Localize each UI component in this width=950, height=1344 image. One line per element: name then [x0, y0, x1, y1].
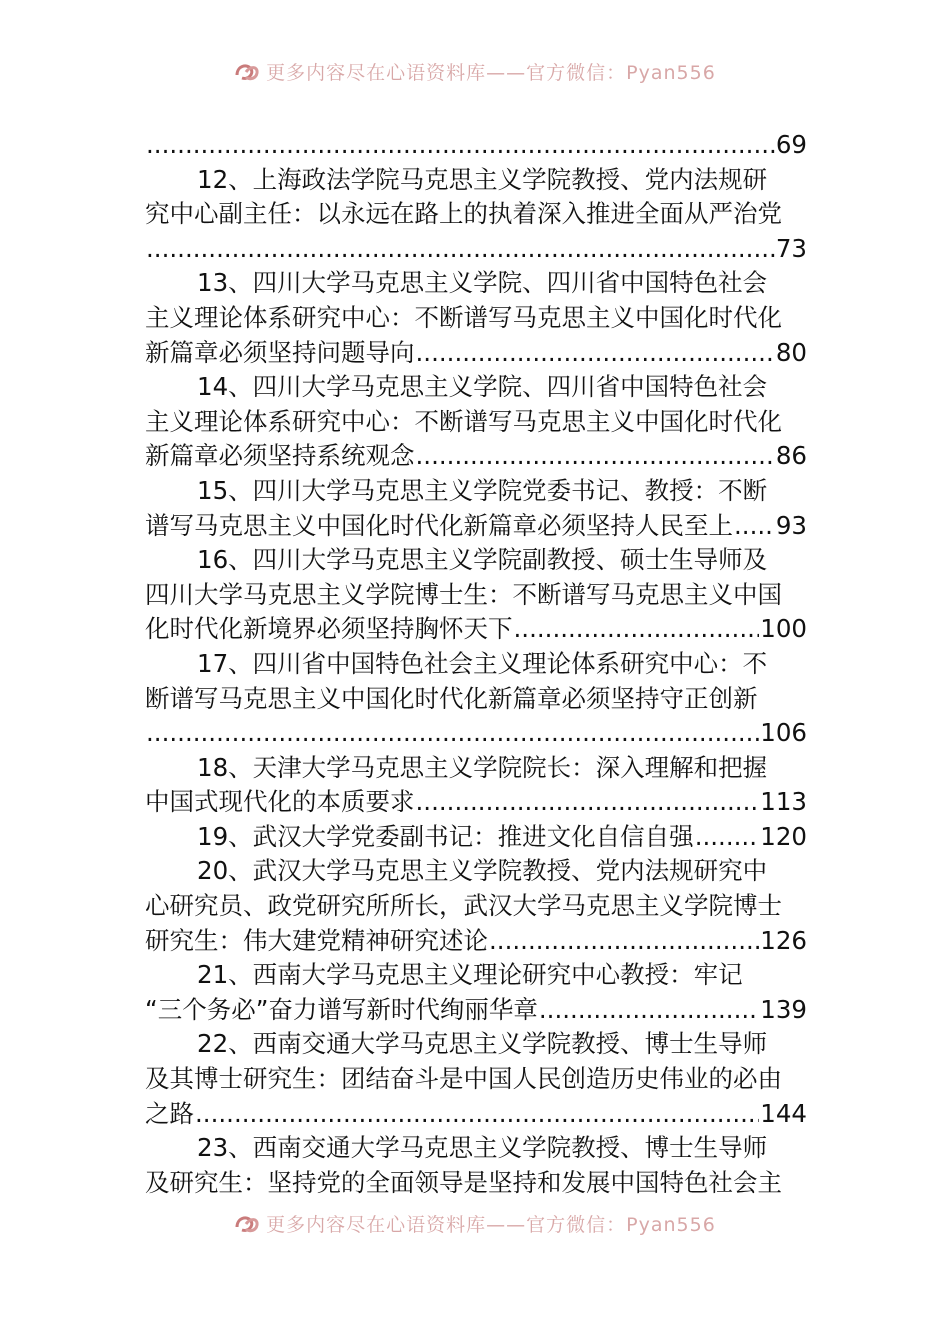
toc-line [145, 1166, 807, 1201]
toc-line [145, 1097, 807, 1132]
toc-line-text: 12、上海政法学院马克思主义学院教授、党内法规研 [197, 164, 768, 194]
dot-leader [539, 993, 759, 1028]
toc-line-text: 断谱写马克思主义中国化时代化新篇章必须坚持守正创新 [145, 683, 758, 713]
toc-line-text: 21、西南大学马克思主义理论研究中心教授：牢记 [197, 960, 743, 990]
toc-line-text: 主义理论体系研究中心：不断谱写马克思主义中国化时代化 [145, 302, 782, 332]
toc-line [145, 163, 807, 198]
toc-line [145, 820, 807, 855]
toc-line [145, 370, 807, 405]
page-number[interactable]: 106 [760, 718, 807, 748]
toc-line-text: 17、四川省中国特色社会主义理论体系研究中心：不 [197, 648, 768, 678]
toc-line-text: 四川大学马克思主义学院博士生：不断谱写马克思主义中国 [145, 579, 782, 609]
page-number[interactable]: 126 [760, 925, 807, 955]
watermark-text: 更多内容尽在心语资料库——官方微信：Pyan556 [266, 61, 716, 84]
page-number[interactable]: 86 [775, 441, 807, 471]
dot-leader [146, 716, 759, 751]
logo-icon [234, 60, 260, 82]
toc-line [145, 578, 807, 613]
toc-line [145, 751, 807, 786]
dot-leader [146, 232, 775, 267]
dot-leader [734, 509, 775, 544]
toc-line-text: 化时代化新境界必须坚持胸怀天下 [145, 614, 513, 644]
dot-leader [416, 439, 775, 474]
toc-line [145, 128, 807, 163]
toc-line-text: 中国式现代化的本质要求 [145, 787, 415, 817]
dot-leader [146, 128, 775, 163]
toc-line-text: 18、天津大学马克思主义学院院长：深入理解和把握 [197, 752, 768, 782]
toc-line [145, 647, 807, 682]
toc-line-text: 之路 [145, 1098, 194, 1128]
toc-line-text: 22、西南交通大学马克思主义学院教授、博士生导师 [197, 1029, 768, 1059]
toc-line [145, 439, 807, 474]
page-number[interactable]: 144 [760, 1098, 807, 1128]
logo-icon [234, 1212, 260, 1234]
toc-line-text: 及其博士研究生：团结奋斗是中国人民创造历史伟业的必由 [145, 1064, 782, 1094]
page-number[interactable]: 113 [760, 787, 807, 817]
toc-line [145, 336, 807, 371]
page-number[interactable]: 120 [760, 821, 807, 851]
toc-line-text: 究中心副主任：以永远在路上的执着深入推进全面从严治党 [145, 199, 782, 229]
dot-leader [514, 612, 760, 647]
toc-line [145, 197, 807, 232]
footer-watermark [0, 1208, 950, 1238]
toc-line-text: 20、武汉大学马克思主义学院教授、党内法规研究中 [197, 856, 768, 886]
toc-line [145, 993, 807, 1028]
dot-leader [695, 820, 760, 855]
toc-line-text: 新篇章必须坚持问题导向 [145, 337, 415, 367]
toc-line-text: 16、四川大学马克思主义学院副教授、硕士生导师及 [197, 545, 768, 575]
toc-line [145, 232, 807, 267]
page-number[interactable]: 73 [775, 233, 807, 263]
toc-line [145, 1027, 807, 1062]
page-number[interactable]: 69 [775, 130, 807, 159]
toc-line [145, 924, 807, 959]
toc-line [145, 509, 807, 544]
toc-line [145, 612, 807, 647]
toc-line [145, 854, 807, 889]
toc-line-text: 心研究员、政党研究所所长，武汉大学马克思主义学院博士 [145, 891, 782, 921]
toc-line-text: 及研究生：坚持党的全面领导是坚持和发展中国特色社会主 [145, 1167, 782, 1197]
table-of-contents [145, 128, 807, 1200]
toc-line [145, 543, 807, 578]
dot-leader [489, 924, 759, 959]
toc-line [145, 785, 807, 820]
toc-line-text: “三个务必”奋力谱写新时代绚丽华章 [145, 994, 538, 1024]
toc-line [145, 301, 807, 336]
dot-leader [416, 785, 760, 820]
toc-line-text: 19、武汉大学党委副书记：推进文化自信自强 [197, 821, 694, 851]
toc-line [145, 405, 807, 440]
watermark-text: 更多内容尽在心语资料库——官方微信：Pyan556 [266, 1213, 716, 1236]
page-number[interactable]: 139 [760, 994, 807, 1024]
page-number[interactable]: 93 [775, 510, 807, 540]
header-watermark [0, 56, 950, 86]
toc-line-text: 15、四川大学马克思主义学院党委书记、教授：不断 [197, 475, 768, 505]
toc-line [145, 682, 807, 717]
toc-line-text: 13、四川大学马克思主义学院、四川省中国特色社会 [197, 268, 768, 298]
toc-line-text: 研究生：伟大建党精神研究述论 [145, 925, 488, 955]
toc-line [145, 716, 807, 751]
page-number[interactable]: 80 [775, 337, 807, 367]
toc-line-text: 23、西南交通大学马克思主义学院教授、博士生导师 [197, 1133, 768, 1163]
toc-line [145, 889, 807, 924]
dot-leader [195, 1097, 759, 1132]
dot-leader [416, 336, 775, 371]
page-number[interactable]: 100 [760, 614, 807, 644]
toc-line-text: 谱写马克思主义中国化时代化新篇章必须坚持人民至上 [145, 510, 733, 540]
toc-line [145, 474, 807, 509]
toc-line-text: 14、四川大学马克思主义学院、四川省中国特色社会 [197, 372, 768, 402]
toc-line [145, 958, 807, 993]
toc-line-text: 主义理论体系研究中心：不断谱写马克思主义中国化时代化 [145, 406, 782, 436]
toc-line [145, 266, 807, 301]
toc-line [145, 1062, 807, 1097]
toc-line-text: 新篇章必须坚持系统观念 [145, 441, 415, 471]
toc-line [145, 1131, 807, 1166]
